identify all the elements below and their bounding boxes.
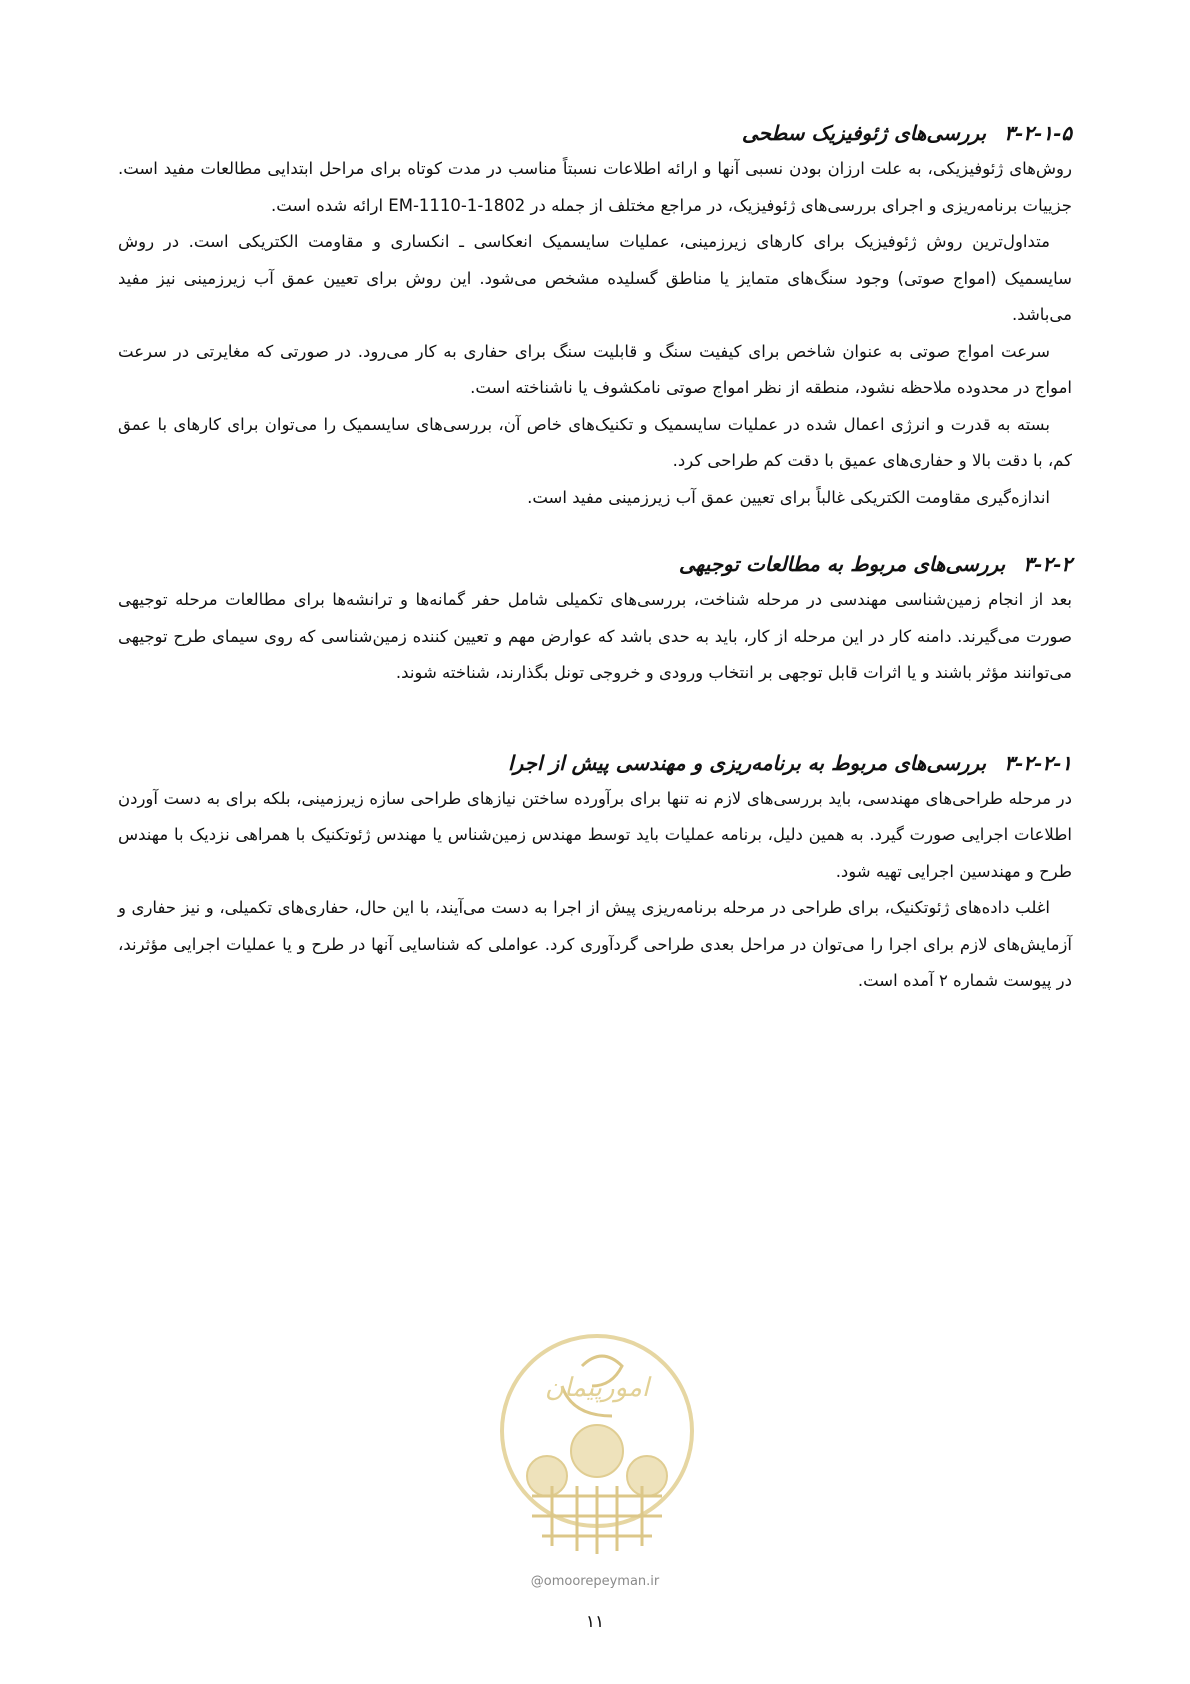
paragraph: متداول‌ترین روش ژئوفیزیک برای کارهای زیرزمینی، عملیات سایسمیک انعکاسی ـ انکساری و مقاومت الکتریکی است. در روش سایسمیک (امواج صوتی) وجود سنگ‌های متمایز یا مناطق گسلیده مشخص می‌شود. این روش برای تعیین عمق آب زیرزمینی نیز مفید می‌باشد. [118,232,1072,324]
paragraph: اغلب داده‌های ژئوتکنیک، برای طراحی در مرحله برنامه‌ریزی پیش از اجرا به دست می‌آیند، با این حال، حفاری‌های تکمیلی، و نیز حفاری و آزمایش‌های لازم برای اجرا را می‌توان در مراحل بعدی طراحی گردآوری کرد. عواملی که شناسایی آنها در طرح و یا عملیات اجرایی مؤثرند، در پیوست شماره ۲ آمده است. [118,898,1072,990]
section-heading-pre-construction [118,748,1072,778]
paragraph: روش‌های ژئوفیزیکی، به علت ارزان بودن نسبی آنها و ارائه اطلاعات نسبتاً مناسب در مدت کوتاه برای مراحل ابتدایی مطالعات مفید است. جزییات برنامه‌ریزی و اجرای بررسی‌های ژئوفیزیک، در مراجع مختلف از جمله در EM-1110-1-1802 ارائه شده است. [118,159,1072,215]
section-number: ۳-۲-۲-۱ [1004,750,1072,775]
section-title: بررسی‌های ژئوفیزیک سطحی [741,121,987,145]
paragraph: سرعت امواج صوتی به عنوان شاخص برای کیفیت سنگ و قابلیت سنگ برای حفاری به کار می‌رود. در صورتی که مغایرتی در سرعت امواج در محدوده ملاحظه نشود، منطقه از نظر امواج صوتی نامکشوف یا ناشناخته است. [118,341,1072,397]
section-number: ۳-۲-۲ [1023,552,1072,576]
watermark-website: @omoorepeyman.ir [530,1574,660,1589]
section-number: ۳-۲-۱-۵ [1004,121,1072,145]
paragraph: در مرحله طراحی‌های مهندسی، باید بررسی‌های لازم نه تنها برای برآورده ساختن نیازهای طراحی سازه زیرزمینی، بلکه برای به دست آوردن اطلاعات اجرایی صورت گیرد. به همین دلیل، برنامه عملیات باید توسط مهندس زمین‌شناس یا مهندس ژئوتکنیک با همراهی نزدیک با مهندس طرح و مهندسین اجرایی تهیه شود. [118,788,1072,881]
section-heading-surface-geophysics [118,118,1072,148]
paragraph: اندازه‌گیری مقاومت الکتریکی غالباً برای تعیین عمق آب زیرزمینی مفید است. [527,487,1050,507]
section-title: بررسی‌های مربوط به مطالعات توجیهی [678,552,1006,576]
paragraph: بسته به قدرت و انرژی اعمال شده در عملیات سایسمیک و تکنیک‌های خاص آن، بررسی‌های سایسمیک را می‌توان برای کارهای با عمق کم، با دقت بالا و حفاری‌های عمیق با دقت کم طراحی کرد. [118,414,1072,470]
page-number: ۱۱ [585,1612,605,1632]
page-content [118,118,1072,1000]
paragraph: بعد از انجام زمین‌شناسی مهندسی در مرحله شناخت، بررسی‌های تکمیلی شامل حفر گمانه‌ها و ترانشه‌ها برای مطالعات مرحله توجیهی صورت می‌گیرند. دامنه کار در این مرحله از کار، باید به حدی باشد که عوارض مهم و تعیین کننده زمین‌شناسی که روی سیمای طرح توجیهی می‌توانند مؤثر باشند و یا اثرات قابل توجهی بر انتخاب ورودی و خروجی تونل بگذارند، شناخته شوند. [118,590,1072,682]
watermark-logo [492,1326,702,1566]
section-title: بررسی‌های مربوط به برنامه‌ریزی و مهندسی پیش از اجرا [508,750,987,775]
section-heading-feasibility-studies [118,549,1072,579]
svg-text:امورپیمان: امورپیمان [544,1373,650,1403]
